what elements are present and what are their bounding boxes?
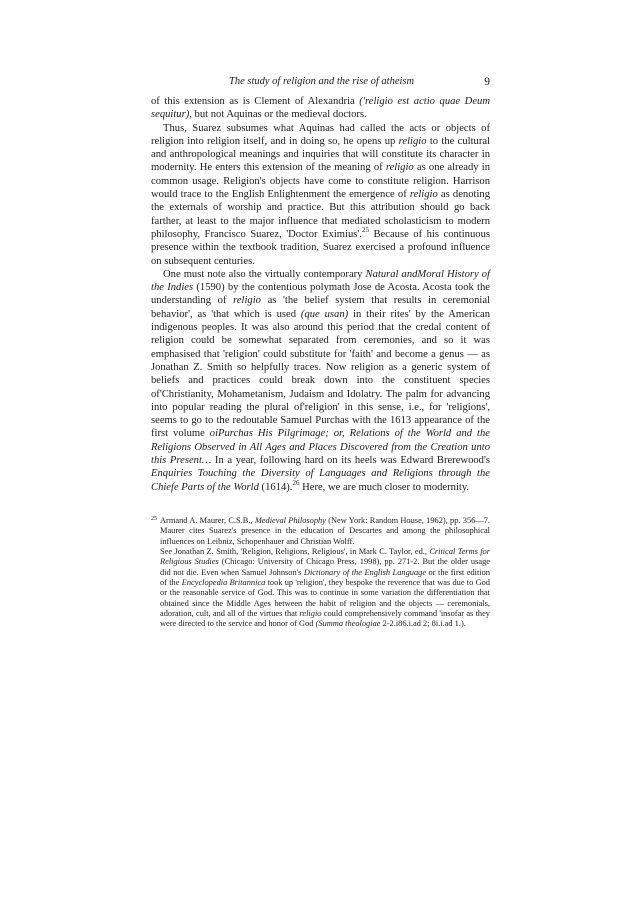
footnote-26: See Jonathan Z. Smith, 'Religion, Religions, Religious', in Mark C. Taylor, ed., Critical Terms for Religious Studies (Chicago: University of Chicago Press, 1998), pp. 271-2. But the older usage did not die. Even when Samuel Johnson's Dictionary of the English Language or the first edition of the Encyclopedia Britannica took up 'religion', they bespoke the reverence that was due to God or the reasonable service of God. This was to continue in some variation the differentiation that obtained since the Middle Ages between the habit of religion and the objects — ceremonials, adoration, cult, and all of the virtues that religio could comprehensively command 'insofar as they were directed to the service and honor of God (Summa theologiae 2-2.i86.i.ad 2; 8i.i.ad 1.). <box>160 547 490 629</box>
paragraph-3: One must note also the virtually contemporary Natural andMoral History of the Indies (1590) by the contentious polymath Jose de Acosta. Acosta took the understanding of religio as 'the belief system that results in ceremonial behavior', as 'that which is used (que usan) in their rites' by the American indigenous peoples. It was also around this period that the credal content of religion could be somewhat separated from ceremonies, and so it was emphasised that 'religion' could substitute for 'faith' and become a genus — as Jonathan Z. Smith so helpfully traces. Now religion as a generic system of beliefs and practices could break down into the constituent species of'Christianity, Mohametanism, Judaism and Idolatry. The palm for advancing into popular reading the plural of'religion' in this sense, i.e., for 'religions', seems to go to the redoutable Samuel Purchas with the 1613 appearance of the first volume oiPurchas His Pilgrimage; or, Relations of the World and the Religions Observed in All Ages and Places Discovered from the Creation unto this Present… In a year, following hard on its heels was Edward Brerewood's Enquiries Touching the Diversity of Languages and Religions through the Chiefe Parts of the World (1614).$^{26}$ Here, we are much closer to modernity. <box>151 268 490 493</box>
running-title: The study of religion and the rise of atheism <box>229 76 415 87</box>
running-header <box>151 76 490 92</box>
footnote-ref-26[interactable]: 26 <box>292 478 300 487</box>
main-text <box>151 95 490 494</box>
page-number: 9 <box>484 76 490 88</box>
footnote-ref-25[interactable]: 25 <box>361 225 369 234</box>
footnote-25: 25 Armand A. Maurer, C.S.B., Medieval Philosophy (New York: Random House, 1962), pp. 356—7. Maurer cites Suarez's presence in the education of Descartes and among the philosophical influences on Leibniz, Schopenhauer and Christian Wolff. <box>151 516 491 546</box>
paragraph-2: Thus, Suarez subsumes what Aquinas had called the acts or objects of religion into religion itself, and in doing so, he opens up religio to the cultural and anthropological meanings and inquiries that will constitute its character in modernity. He enters this extension of the meaning of religio as one already in common usage. Religion's objects have come to constitute religion. Harrison would trace to the English Enlightenment the emergence of religio as denoting the externals of worship and practice. But this attribution should go back farther, at least to the major influence that mediated scholasticism to modern philosophy, Francisco Suarez, 'Doctor Eximius'.$^{25}$ Because of his continuous presence within the textbook tradition, Suarez exercised a profound influence on subsequent centuries. <box>151 122 490 267</box>
footnotes <box>151 516 490 630</box>
paragraph-1: of this extension as is Clement of Alexandria ('religio est actio quae Deum sequitur), but not Aquinas or the medieval doctors. <box>151 96 490 121</box>
